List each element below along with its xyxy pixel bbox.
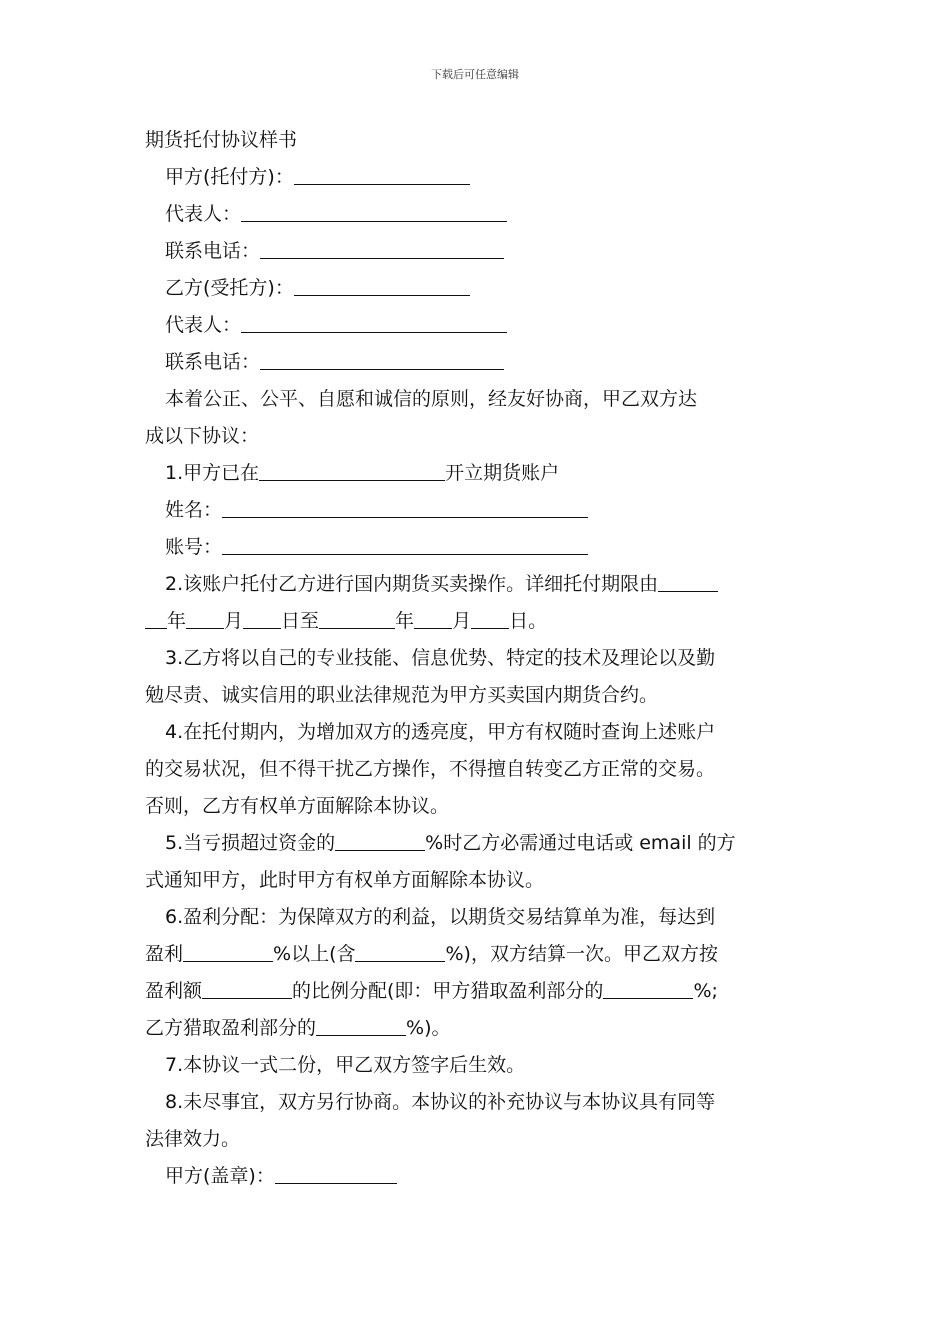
clause-7-line-1: 7.本协议一式二份，甲乙双方签字后生效。 [165, 1054, 526, 1076]
end-year-blank[interactable] [319, 606, 395, 629]
party-b-share-text: 乙方猎取盈利部分的 [145, 1017, 317, 1039]
clause-2-pre: 2.该账户托付乙方进行国内期货买卖操作。详细托付期限由 [165, 573, 659, 595]
clause-6-line-2 [145, 936, 805, 973]
party-a-seal-line [145, 1158, 805, 1195]
profit-threshold-text: %以上(含 [273, 943, 356, 965]
clause-1-line [145, 455, 805, 492]
clause-5-post: %时乙方必需通过电话或 email 的方 [425, 832, 736, 854]
loss-percent-blank[interactable] [335, 828, 425, 851]
end-year-unit: 年 [395, 610, 415, 632]
party-b-rep-label: 代表人： [165, 314, 242, 336]
party-a-seal-label: 甲方(盖章)： [165, 1165, 275, 1187]
clause-1-post: 开立期货账户 [445, 462, 560, 484]
clause-4-line-3: 否则，乙方有权单方面解除本协议。 [145, 795, 450, 817]
clause-3-line-2: 勉尽责、诚实信用的职业法律规范为甲方买卖国内期货合约。 [145, 684, 659, 706]
account-number-blank[interactable] [222, 532, 588, 555]
futures-company-blank[interactable] [259, 458, 445, 481]
clause-8-line-2: 法律效力。 [145, 1128, 241, 1150]
document-title: 期货托付协议样书 [145, 129, 298, 151]
end-day-unit: 日。 [509, 610, 548, 632]
profit-amount-label: 盈利额 [145, 980, 203, 1002]
party-b-share-unit: %)。 [406, 1017, 451, 1039]
party-a-share-text: 的比例分配(即：甲方猎取盈利部分的 [292, 980, 604, 1002]
clause-4-line-2: 的交易状况，但不得干扰乙方操作，不得擅自转变乙方正常的交易。 [145, 758, 716, 780]
start-day-blank[interactable] [243, 606, 281, 629]
party-a-rep-label: 代表人： [165, 203, 242, 225]
clause-6-line-3 [145, 973, 805, 1010]
party-a-seal-blank[interactable] [275, 1161, 397, 1184]
party-b-blank[interactable] [294, 273, 470, 296]
page-header-note: 下载后可任意编辑 [431, 68, 519, 81]
party-a-share-unit: %; [693, 980, 718, 1002]
end-month-blank[interactable] [414, 606, 452, 629]
start-month-unit: 月 [224, 610, 244, 632]
party-a-rep-line [145, 196, 805, 233]
party-a-share-blank[interactable] [603, 976, 693, 999]
start-year-blank-a[interactable] [658, 569, 718, 592]
clause-2-line-1 [145, 566, 805, 603]
party-a-phone-blank[interactable] [260, 236, 504, 259]
party-a-phone-line [145, 233, 805, 270]
clause-5-pre: 5.当亏损超过资金的 [165, 832, 336, 854]
intro-line-1: 本着公正、公平、自愿和诚信的原则，经友好协商，甲乙双方达 [165, 388, 698, 410]
profit-threshold-blank[interactable] [183, 939, 273, 962]
party-b-phone-line [145, 344, 805, 381]
account-number-label: 账号： [165, 536, 223, 558]
clause-1-pre: 1.甲方已在 [165, 462, 260, 484]
account-name-blank[interactable] [222, 495, 588, 518]
intro-line-2: 成以下协议： [145, 425, 260, 447]
party-b-share-blank[interactable] [316, 1013, 406, 1036]
account-name-label: 姓名： [165, 499, 223, 521]
party-b-phone-blank[interactable] [260, 347, 504, 370]
clause-2-line-2 [145, 603, 805, 640]
clause-8-line-1: 8.未尽事宜，双方另行协商。本协议的补充协议与本协议具有同等 [165, 1091, 716, 1113]
profit-settlement-text: %)，双方结算一次。甲乙双方按 [445, 943, 718, 965]
party-b-label: 乙方(受托方)： [165, 277, 294, 299]
end-month-unit: 月 [452, 610, 472, 632]
document-body [145, 122, 805, 1195]
clause-6-line-4 [145, 1010, 805, 1047]
start-year-unit: 年 [167, 610, 187, 632]
party-b-line [145, 270, 805, 307]
start-year-blank-b[interactable] [145, 606, 167, 629]
clause-4-line-1: 4.在托付期内，为增加双方的透亮度，甲方有权随时查询上述账户 [165, 721, 716, 743]
profit-ratio-blank[interactable] [202, 976, 292, 999]
party-b-rep-blank[interactable] [241, 310, 507, 333]
clause-5-line-2: 式通知甲方，此时甲方有权单方面解除本协议。 [145, 869, 545, 891]
end-day-blank[interactable] [471, 606, 509, 629]
account-name-line [145, 492, 805, 529]
party-b-phone-label: 联系电话： [165, 351, 261, 373]
start-month-blank[interactable] [186, 606, 224, 629]
party-a-label: 甲方(托付方)： [165, 166, 294, 188]
clause-6-line-1: 6.盈利分配：为保障双方的利益，以期货交易结算单为准，每达到 [165, 906, 716, 928]
party-a-phone-label: 联系电话： [165, 240, 261, 262]
profit-inclusive-blank[interactable] [355, 939, 445, 962]
party-a-blank[interactable] [294, 162, 470, 185]
start-day-unit: 日至 [281, 610, 320, 632]
profit-label: 盈利 [145, 943, 184, 965]
clause-5-line-1 [145, 825, 805, 862]
party-a-line [145, 159, 805, 196]
party-a-rep-blank[interactable] [241, 199, 507, 222]
account-number-line [145, 529, 805, 566]
clause-3-line-1: 3.乙方将以自己的专业技能、信息优势、特定的技术及理论以及勤 [165, 647, 716, 669]
party-b-rep-line [145, 307, 805, 344]
